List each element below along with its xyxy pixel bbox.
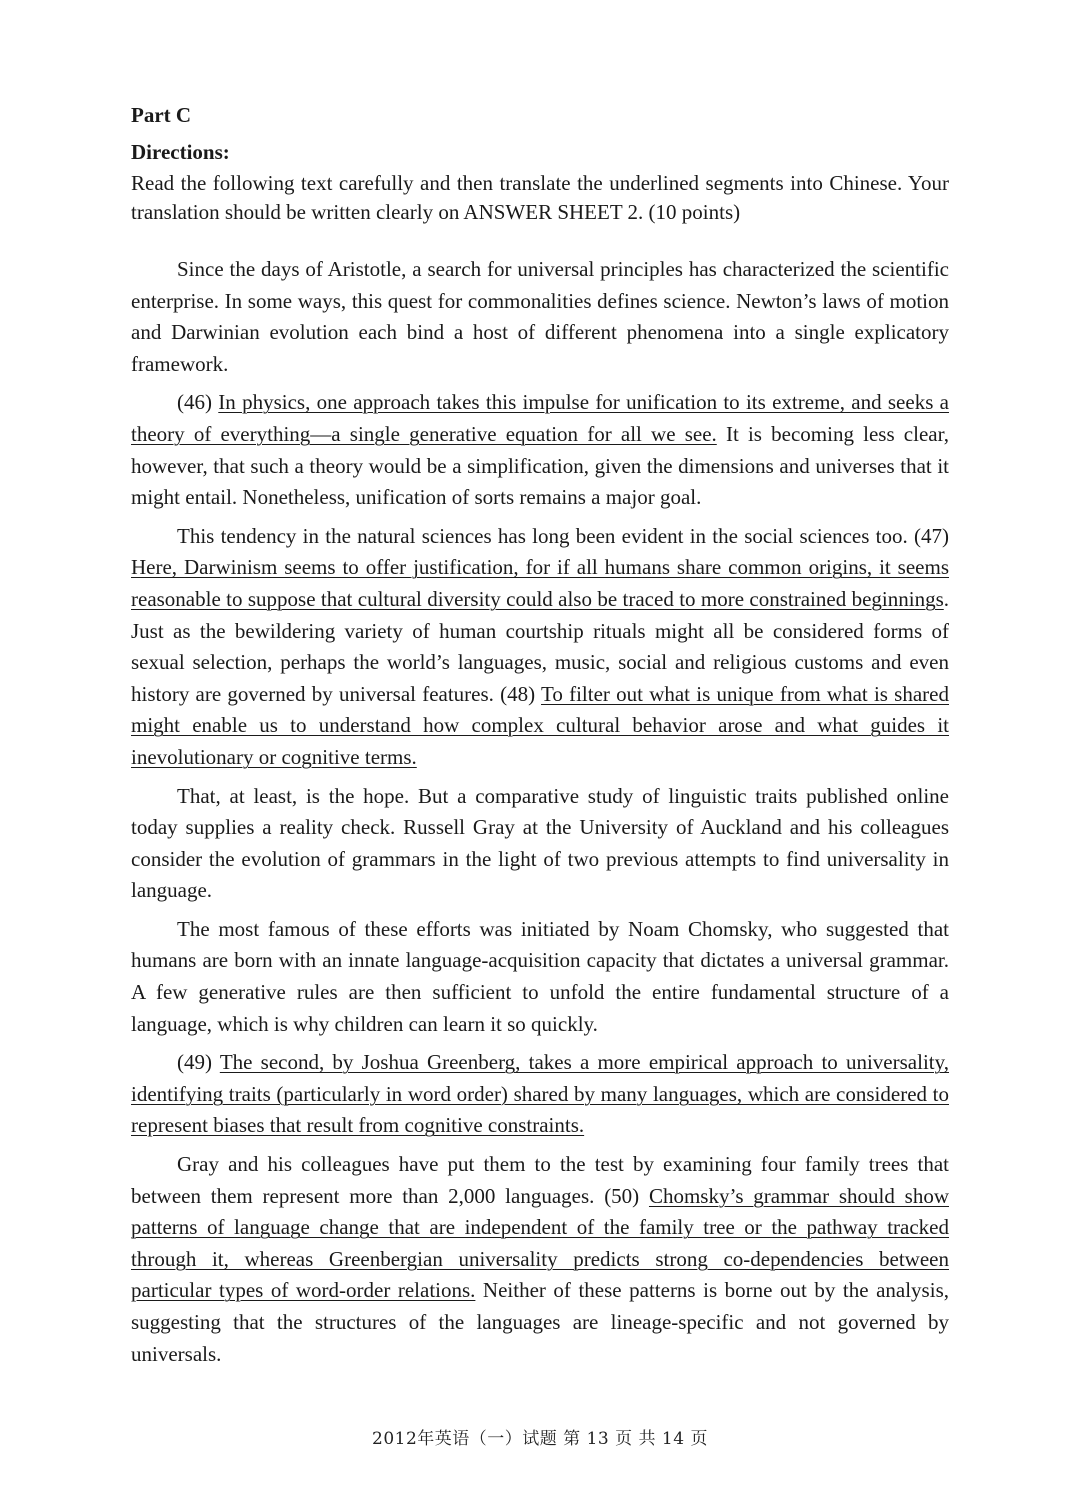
question-49-underlined: The second, by Joshua Greenberg, takes a more empirical approach to universality, identifying traits (particularly in word order) shared by many languages, which are considered to represent biases that result from cognitive constraints.: [131, 1050, 949, 1138]
paragraph-3-middle: . Just as the bewildering variety of human courtship rituals might all be considered forms of sexual selection, perhaps the world’s languages, music, social and religious customs and even history are governed by universal features.: [131, 586, 949, 706]
question-47-number: (47): [914, 523, 949, 548]
paragraph-7: [131, 1149, 949, 1370]
paragraph-2-rest: It is becoming less clear, however, that such a theory would be a simplification, given the dimensions and universes that it might entail. Nonetheless, unification of sorts remains a major goal.: [131, 421, 949, 510]
paragraph-7-intro: Gray and his colleagues have put them to the test by examining four family trees that between them represent more than 2,000 languages.: [131, 1152, 949, 1208]
paragraph-3-intro: This tendency in the natural sciences has long been evident in the social sciences too.: [177, 523, 914, 548]
question-50-number: (50): [604, 1183, 649, 1208]
question-46-underlined: In physics, one approach takes this impulse for unification to its extreme, and seeks a theory of everything—a single generative equation for all we see.: [131, 390, 949, 446]
question-49-number: (49): [177, 1050, 220, 1075]
question-47-underlined: Here, Darwinism seems to offer justification, for if all humans share common origins, it seems reasonable to suppose that cultural diversity could also be traced to more constrained beginnings: [131, 555, 949, 611]
directions-text: Read the following text carefully and then translate the underlined segments into Chinese. Your translation should be written clearly on ANSWER SHEET 2. (10 points): [131, 171, 949, 224]
passage: [131, 254, 949, 1370]
paragraph-4: [131, 781, 949, 907]
paragraph-3: [131, 521, 949, 774]
question-46-number: (46): [177, 390, 219, 415]
paragraph-7-rest: Neither of these patterns is borne out by the analysis, suggesting that the structures of the languages are lineage-specific and not governed by universals.: [131, 1278, 949, 1366]
paragraph-4-text: That, at least, is the hope. But a comparative study of linguistic traits published online today supplies a reality check. Russell Gray at the University of Auckland and his colleagues consider the evolution of grammars in the light of two previous attempts to find universality in language.: [131, 783, 949, 903]
question-50-underlined: Chomsky’s grammar should show patterns of language change that are independent of the family tree or the pathway tracked through it, whereas Greenbergian universality predicts strong co-dependencies between particular types of word-order relations.: [131, 1183, 949, 1303]
paragraph-1: [131, 254, 949, 380]
paragraph-2: [131, 387, 949, 513]
question-48-underlined: To filter out what is unique from what is shared might enable us to understand how complex cultural behavior arose and what guides it inevolutionary or cognitive terms.: [131, 681, 949, 769]
directions-title: Directions:: [131, 140, 230, 164]
paragraph-1-text: Since the days of Aristotle, a search for universal principles has characterized the scientific enterprise. In some ways, this quest for commonalities defines science. Newton’s laws of motion and Darwinian evolution each bind a host of different phenomena into a single explicatory framework.: [131, 257, 949, 376]
page-footer: 2012年英语（一）试题 第 13 页 共 14 页: [372, 1429, 708, 1449]
part-title: Part C: [131, 103, 192, 127]
question-48-number: (48): [500, 681, 541, 706]
paragraph-5: [131, 914, 949, 1040]
exam-page: [131, 100, 949, 1377]
paragraph-6: [131, 1047, 949, 1142]
paragraph-5-text: The most famous of these efforts was initiated by Noam Chomsky, who suggested that humans are born with an innate language-acquisition capacity that dictates a universal grammar. A few generative rules are then sufficient to unfold the entire fundamental structure of a language, which is why children can learn it so quickly.: [131, 916, 949, 1036]
